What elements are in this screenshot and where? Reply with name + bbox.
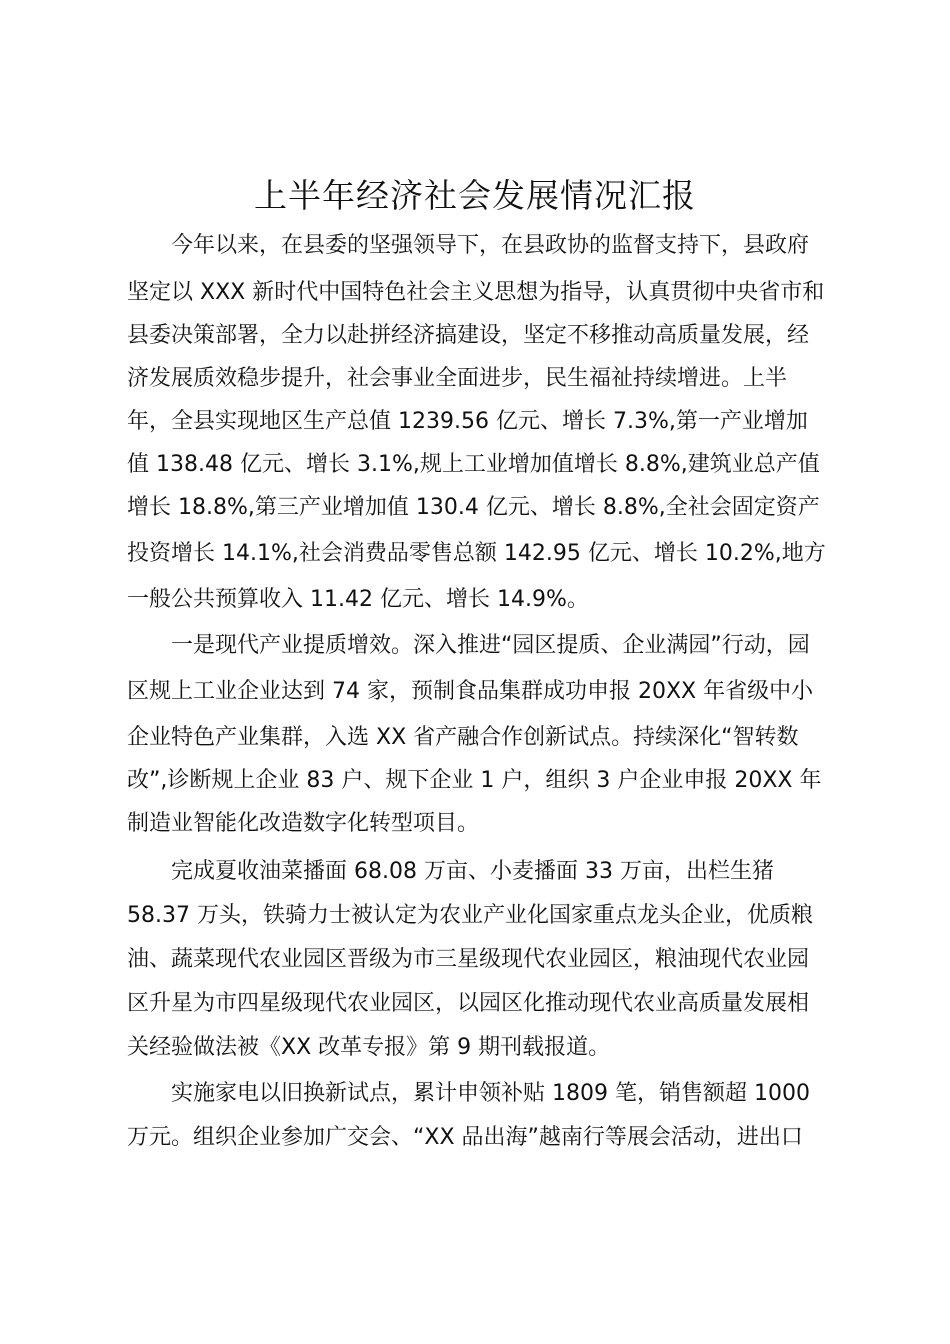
text-line: 区规上工业企业达到 74 家，预制食品集群成功申报 20XX 年省级中小: [127, 679, 814, 704]
text-line: 一是现代产业提质增效。深入推进“园区提质、企业满园”行动，园: [171, 633, 810, 658]
text-line: 企业特色产业集群，入选 XX 省产融合作创新试点。持续深化“智转数: [127, 725, 799, 750]
text-line: 今年以来，在县委的坚强领导下，在县政协的监督支持下，县政府: [171, 233, 810, 258]
text-line: 一般公共预算收入 11.42 亿元、增长 14.9%。: [127, 587, 589, 612]
text-line: 增长 18.8%,第三产业增加值 130.4 亿元、增长 8.8%,全社会固定资产: [127, 495, 820, 520]
text-line: 制造业智能化改造数字化转型项目。: [127, 811, 480, 836]
text-line: 年，全县实现地区生产总值 1239.56 亿元、增长 7.3%,第一产业增加: [127, 409, 808, 434]
text-line: 县委决策部署，全力以赴拼经济搞建设，坚定不移推动高质量发展，经: [127, 323, 810, 348]
text-line: 完成夏收油菜播面 68.08 万亩、小麦播面 33 万亩，出栏生猪: [171, 859, 774, 884]
text-line: 实施家电以旧换新试点，累计申领补贴 1809 笔，销售额超 1000: [171, 1081, 810, 1106]
text-line: 万元。组织企业参加广交会、“XX 品出海”越南行等展会活动，进出口: [127, 1125, 803, 1150]
text-line: 改”,诊断规上企业 83 户、规下企业 1 户，组织 3 户企业申报 20XX 年: [127, 768, 822, 793]
text-line: 区升星为市四星级现代农业园区，以园区化推动现代农业高质量发展相: [127, 991, 810, 1016]
text-line: 值 138.48 亿元、增长 3.1%,规上工业增加值增长 8.8%,建筑业总产值: [127, 452, 820, 477]
document-title: 上半年经济社会发展情况汇报: [254, 176, 696, 215]
text-line: 油、蔬菜现代农业园区晋级为市三星级现代农业园区，粮油现代农业园: [127, 947, 810, 972]
text-line: 投资增长 14.1%,社会消费品零售总额 142.95 亿元、增长 10.2%,地方: [127, 541, 826, 566]
text-line: 关经验做法被《XX 改革专报》第 9 期刊载报道。: [127, 1035, 611, 1060]
text-line: 坚定以 XXX 新时代中国特色社会主义思想为指导，认真贯彻中央省市和: [127, 280, 825, 305]
text-line: 济发展质效稳步提升，社会事业全面进步，民生福祉持续增进。上半: [127, 366, 788, 391]
text-line: 58.37 万头，铁骑力士被认定为农业产业化国家重点龙头企业，优质粮: [127, 903, 813, 928]
